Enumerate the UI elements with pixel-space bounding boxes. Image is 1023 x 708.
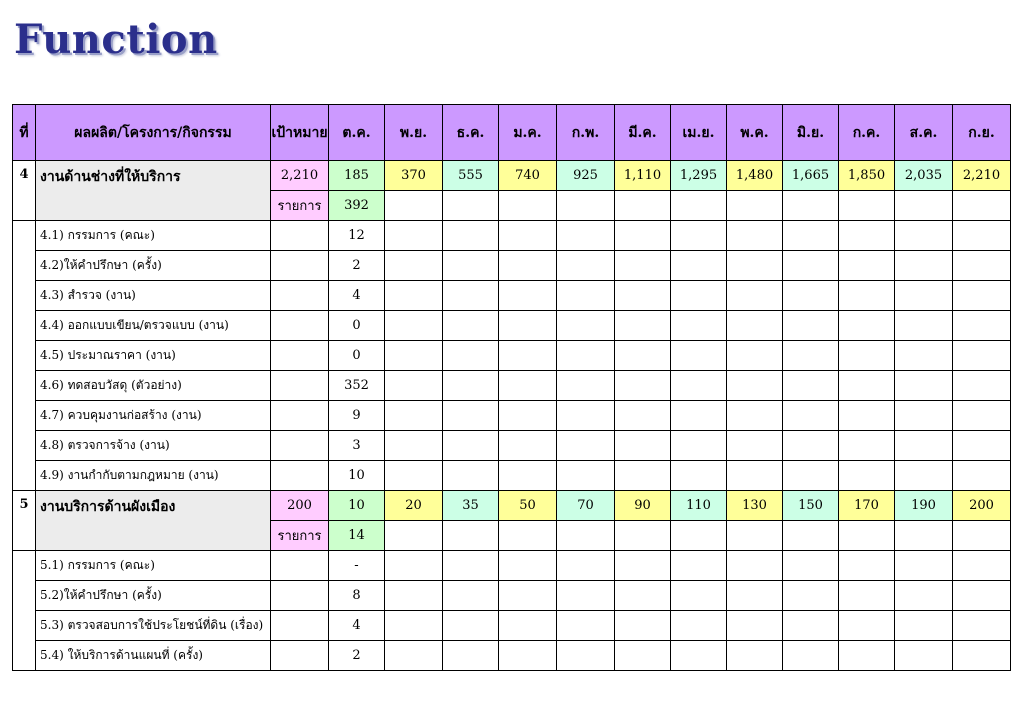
empty-cell [727,191,783,221]
empty-cell [671,431,727,461]
empty-cell [671,461,727,491]
section-name: งานบริการด้านผังเมือง [36,491,271,551]
empty-cell [839,641,895,671]
empty-cell [385,311,443,341]
empty-cell [385,431,443,461]
actual-value: 14 [329,521,385,551]
item-row [13,431,1011,461]
item-value: 2 [329,251,385,281]
empty-cell [443,431,499,461]
empty-cell [443,281,499,311]
header-month: มี.ค. [615,105,671,161]
plan-value: 1,480 [727,161,783,191]
empty-cell [953,341,1011,371]
item-label: 4.3) สำรวจ (งาน) [36,281,271,311]
empty-cell [953,611,1011,641]
empty-cell [443,191,499,221]
empty-cell [499,581,557,611]
empty-cell [783,611,839,641]
empty-cell [671,521,727,551]
empty-cell [671,341,727,371]
empty-cell [953,281,1011,311]
plan-value: 740 [499,161,557,191]
item-target-cell [271,551,329,581]
empty-cell [727,431,783,461]
plan-value: 200 [953,491,1011,521]
item-target-cell [271,611,329,641]
item-target-cell [271,311,329,341]
empty-cell [953,191,1011,221]
empty-cell [839,191,895,221]
empty-cell [783,521,839,551]
empty-cell [443,641,499,671]
empty-cell [839,221,895,251]
plan-value: 20 [385,491,443,521]
empty-cell [385,551,443,581]
empty-cell [557,221,615,251]
item-row [13,341,1011,371]
empty-cell [671,281,727,311]
section-target-unit: รายการ [271,521,329,551]
empty-cell [557,341,615,371]
item-value: 2 [329,641,385,671]
empty-cell [443,611,499,641]
empty-cell [499,641,557,671]
empty-cell [895,191,953,221]
item-row [13,461,1011,491]
empty-cell [615,581,671,611]
plan-value: 50 [499,491,557,521]
empty-cell [839,611,895,641]
empty-cell [783,341,839,371]
empty-cell [671,191,727,221]
empty-cell [895,251,953,281]
empty-cell [783,371,839,401]
plan-value: 2,035 [895,161,953,191]
item-target-cell [271,281,329,311]
plan-value: 1,850 [839,161,895,191]
section-target-value: 200 [271,491,329,521]
empty-cell [727,641,783,671]
empty-cell [615,611,671,641]
empty-cell [839,251,895,281]
header-month: ก.ค. [839,105,895,161]
empty-cell [615,251,671,281]
item-label: 5.1) กรรมการ (คณะ) [36,551,271,581]
item-row [13,251,1011,281]
item-target-cell [271,581,329,611]
page-title: Function [14,16,218,63]
item-row [13,401,1011,431]
empty-cell [557,281,615,311]
plan-value: 1,295 [671,161,727,191]
empty-cell [443,551,499,581]
item-label: 4.7) ควบคุมงานก่อสร้าง (งาน) [36,401,271,431]
empty-cell [953,521,1011,551]
empty-cell [557,401,615,431]
empty-cell [895,521,953,551]
empty-cell [895,581,953,611]
empty-cell [615,191,671,221]
header-row [13,105,1011,161]
empty-cell [615,401,671,431]
plan-value: 1,110 [615,161,671,191]
empty-cell [727,611,783,641]
empty-cell [557,371,615,401]
empty-cell [671,551,727,581]
empty-cell [385,191,443,221]
empty-cell [839,371,895,401]
item-label: 4.6) ทดสอบวัสดุ (ตัวอย่าง) [36,371,271,401]
empty-cell [615,311,671,341]
item-row [13,641,1011,671]
plan-value: 190 [895,491,953,521]
plan-value: 925 [557,161,615,191]
empty-cell [443,581,499,611]
empty-cell [385,371,443,401]
empty-cell [783,281,839,311]
item-row [13,581,1011,611]
empty-cell [839,551,895,581]
plan-value: 10 [329,491,385,521]
section-name: งานด้านช่างที่ให้บริการ [36,161,271,221]
empty-cell [615,551,671,581]
item-value: - [329,551,385,581]
empty-cell [443,461,499,491]
section-target-unit: รายการ [271,191,329,221]
item-target-cell [271,461,329,491]
empty-cell [895,461,953,491]
empty-cell [839,341,895,371]
item-label: 4.2)ให้คำปรึกษา (ครั้ง) [36,251,271,281]
item-value: 0 [329,341,385,371]
empty-cell [839,311,895,341]
header-month: ก.ย. [953,105,1011,161]
item-label: 4.4) ออกแบบเขียน/ตรวจแบบ (งาน) [36,311,271,341]
empty-cell [727,581,783,611]
empty-cell [727,521,783,551]
empty-cell [615,641,671,671]
item-no-cell [13,551,36,671]
empty-cell [783,461,839,491]
header-no: ที่ [13,105,36,161]
item-label: 5.3) ตรวจสอบการใช้ประโยชน์ที่ดิน (เรื่อง) [36,611,271,641]
item-row [13,371,1011,401]
empty-cell [895,641,953,671]
empty-cell [443,371,499,401]
empty-cell [443,311,499,341]
empty-cell [557,521,615,551]
empty-cell [671,611,727,641]
empty-cell [783,401,839,431]
item-target-cell [271,251,329,281]
actual-value: 392 [329,191,385,221]
item-label: 4.9) งานกำกับตามกฎหมาย (งาน) [36,461,271,491]
empty-cell [727,251,783,281]
empty-cell [783,551,839,581]
empty-cell [783,431,839,461]
plan-value: 150 [783,491,839,521]
plan-value: 170 [839,491,895,521]
empty-cell [895,371,953,401]
empty-cell [953,311,1011,341]
item-target-cell [271,341,329,371]
empty-cell [385,401,443,431]
empty-cell [385,251,443,281]
header-month: ม.ค. [499,105,557,161]
empty-cell [557,461,615,491]
empty-cell [783,311,839,341]
empty-cell [443,341,499,371]
header-month: ต.ค. [329,105,385,161]
empty-cell [895,431,953,461]
empty-cell [557,641,615,671]
empty-cell [953,551,1011,581]
plan-value: 370 [385,161,443,191]
empty-cell [499,281,557,311]
item-label: 4.8) ตรวจการจ้าง (งาน) [36,431,271,461]
item-value: 3 [329,431,385,461]
empty-cell [727,341,783,371]
empty-cell [895,401,953,431]
item-target-cell [271,401,329,431]
section-number: 4 [13,161,36,221]
empty-cell [671,401,727,431]
empty-cell [385,281,443,311]
item-value: 4 [329,281,385,311]
plan-value: 35 [443,491,499,521]
empty-cell [557,611,615,641]
plan-value: 185 [329,161,385,191]
empty-cell [671,641,727,671]
empty-cell [499,191,557,221]
empty-cell [727,551,783,581]
empty-cell [671,581,727,611]
section-number: 5 [13,491,36,551]
section-target-value: 2,210 [271,161,329,191]
empty-cell [895,341,953,371]
empty-cell [839,521,895,551]
empty-cell [557,311,615,341]
header-month: มิ.ย. [783,105,839,161]
item-row [13,221,1011,251]
empty-cell [499,251,557,281]
header-month: ธ.ค. [443,105,499,161]
empty-cell [953,641,1011,671]
empty-cell [443,401,499,431]
empty-cell [385,461,443,491]
item-label: 4.5) ประมาณราคา (งาน) [36,341,271,371]
empty-cell [443,251,499,281]
empty-cell [499,521,557,551]
item-label: 5.2)ให้คำปรึกษา (ครั้ง) [36,581,271,611]
empty-cell [671,221,727,251]
empty-cell [615,371,671,401]
header-target: เป้าหมาย [271,105,329,161]
plan-value: 70 [557,491,615,521]
empty-cell [727,311,783,341]
header-month: ส.ค. [895,105,953,161]
empty-cell [953,431,1011,461]
section-row [13,491,1011,521]
item-row [13,611,1011,641]
item-target-cell [271,221,329,251]
empty-cell [953,371,1011,401]
empty-cell [557,551,615,581]
empty-cell [385,221,443,251]
empty-cell [839,431,895,461]
empty-cell [385,641,443,671]
empty-cell [615,521,671,551]
item-value: 352 [329,371,385,401]
item-value: 10 [329,461,385,491]
item-target-cell [271,371,329,401]
empty-cell [615,461,671,491]
empty-cell [499,431,557,461]
item-label: 4.1) กรรมการ (คณะ) [36,221,271,251]
empty-cell [671,311,727,341]
empty-cell [727,461,783,491]
empty-cell [499,221,557,251]
empty-cell [615,341,671,371]
empty-cell [499,611,557,641]
empty-cell [953,581,1011,611]
empty-cell [783,251,839,281]
header-month: พ.ค. [727,105,783,161]
empty-cell [895,311,953,341]
empty-cell [783,191,839,221]
empty-cell [385,341,443,371]
plan-value: 110 [671,491,727,521]
empty-cell [783,581,839,611]
empty-cell [499,551,557,581]
empty-cell [615,431,671,461]
item-target-cell [271,641,329,671]
item-value: 4 [329,611,385,641]
empty-cell [839,401,895,431]
empty-cell [671,371,727,401]
empty-cell [839,461,895,491]
plan-value: 1,665 [783,161,839,191]
empty-cell [615,221,671,251]
header-month: ก.พ. [557,105,615,161]
empty-cell [953,251,1011,281]
empty-cell [385,611,443,641]
item-value: 8 [329,581,385,611]
empty-cell [557,251,615,281]
header-month: พ.ย. [385,105,443,161]
empty-cell [499,311,557,341]
empty-cell [783,221,839,251]
plan-value: 2,210 [953,161,1011,191]
empty-cell [727,221,783,251]
empty-cell [443,521,499,551]
item-value: 0 [329,311,385,341]
item-row [13,281,1011,311]
empty-cell [499,371,557,401]
empty-cell [499,461,557,491]
empty-cell [557,581,615,611]
empty-cell [557,191,615,221]
empty-cell [895,221,953,251]
section-row [13,161,1011,191]
item-no-cell [13,221,36,491]
header-item: ผลผลิต/โครงการ/กิจกรรม [36,105,271,161]
empty-cell [443,221,499,251]
header-month: เม.ย. [671,105,727,161]
item-target-cell [271,431,329,461]
item-value: 12 [329,221,385,251]
empty-cell [953,401,1011,431]
empty-cell [671,251,727,281]
empty-cell [839,581,895,611]
empty-cell [953,221,1011,251]
empty-cell [727,401,783,431]
empty-cell [953,461,1011,491]
empty-cell [499,401,557,431]
function-table [12,104,1011,671]
item-row [13,551,1011,581]
item-value: 9 [329,401,385,431]
plan-value: 130 [727,491,783,521]
empty-cell [783,641,839,671]
empty-cell [727,281,783,311]
empty-cell [839,281,895,311]
empty-cell [895,611,953,641]
plan-value: 90 [615,491,671,521]
empty-cell [895,551,953,581]
empty-cell [557,431,615,461]
item-row [13,311,1011,341]
empty-cell [895,281,953,311]
empty-cell [499,341,557,371]
empty-cell [385,521,443,551]
plan-value: 555 [443,161,499,191]
empty-cell [727,371,783,401]
empty-cell [385,581,443,611]
item-label: 5.4) ให้บริการด้านแผนที่ (ครั้ง) [36,641,271,671]
empty-cell [615,281,671,311]
